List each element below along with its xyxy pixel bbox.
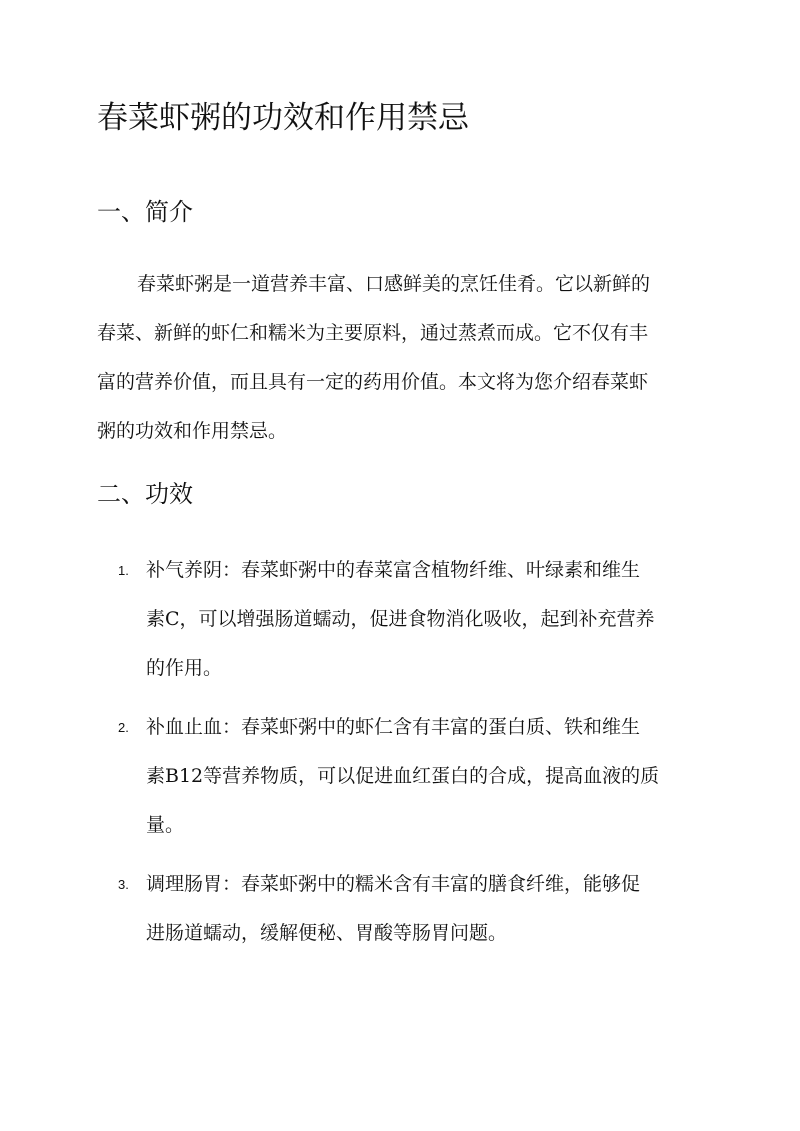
- intro-paragraph: [97, 260, 700, 456]
- list-line: 的作用。: [146, 657, 223, 679]
- list-line: 素C，可以增强肠道蠕动，促进食物消化吸收，起到补充营养: [146, 608, 655, 630]
- paragraph-line: 春菜、新鲜的虾仁和糯米为主要原料，通过蒸煮而成。它不仅有丰: [97, 322, 649, 344]
- list-line: 补血止血：春菜虾粥中的虾仁含有丰富的蛋白质、铁和维生: [146, 716, 641, 738]
- list-number: 2.: [118, 720, 129, 735]
- section-heading-intro: 一、简介: [97, 198, 193, 226]
- list-number: 1.: [118, 563, 129, 578]
- paragraph-line: 粥的功效和作用禁忌。: [97, 420, 288, 442]
- list-line: 量。: [146, 814, 185, 836]
- list-line: 补气养阴：春菜虾粥中的春菜富含植物纤维、叶绿素和维生: [146, 559, 641, 581]
- section-heading-effects: 二、功效: [97, 480, 193, 508]
- list-line: 调理肠胃：春菜虾粥中的糯米含有丰富的膳食纤维，能够促: [146, 873, 641, 895]
- paragraph-line: 富的营养价值，而且具有一定的药用价值。本文将为您介绍春菜虾: [97, 371, 649, 393]
- page-title: 春菜虾粥的功效和作用禁忌: [97, 100, 469, 136]
- paragraph-line: 春菜虾粥是一道营养丰富、口感鲜美的烹饪佳肴。它以新鲜的: [137, 273, 651, 295]
- list-number: 3.: [118, 877, 129, 892]
- list-line: 进肠道蠕动，缓解便秘、胃酸等肠胃问题。: [146, 922, 508, 944]
- list-line: 素B12等营养物质，可以促进血红蛋白的合成，提高血液的质: [146, 765, 660, 787]
